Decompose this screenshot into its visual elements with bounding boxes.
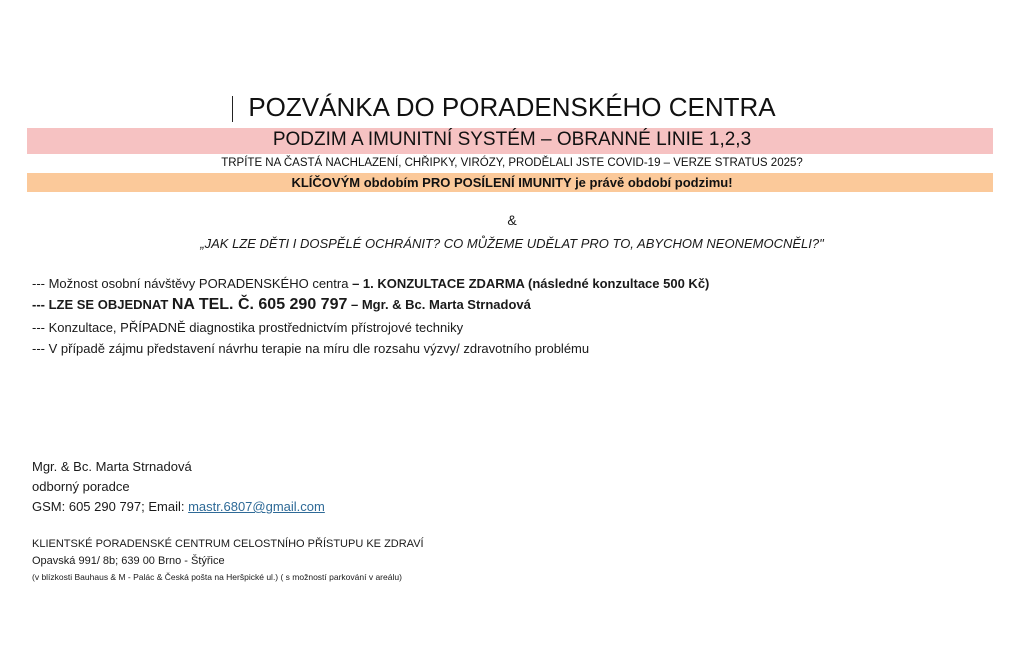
ampersand: &	[507, 212, 517, 228]
bullet-therapy: --- V případě zájmu představení návrhu terapie na míru dle rozsahu výzvy/ zdravotního problému	[32, 341, 590, 356]
bullet-consultation-free: – 1. KONZULTACE ZDARMA (následné konzultace 500 Kč)	[352, 276, 710, 291]
bullet-diagnostics: --- Konzultace, PŘÍPADNĚ diagnostika prostřednictvím přístrojové techniky	[32, 320, 464, 335]
signature-name: Mgr. & Bc. Marta Strnadová	[32, 459, 192, 474]
bullet-booking-prefix: --- LZE SE OBJEDNAT	[32, 297, 172, 312]
signature-role: odborný poradce	[32, 479, 130, 494]
bullet-booking-phone: NA TEL. Č. 605 290 797	[171, 296, 348, 313]
signature-contact-text: GSM: 605 290 797; Email:	[32, 499, 189, 514]
question-line: TRPÍTE NA ČASTÁ NACHLAZENÍ, CHŘIPKY, VIRÓZY, PRODĚLALI JSTE COVID-19 – VERZE STRATUS 2025?	[221, 157, 803, 169]
key-message: KLÍČOVÝM obdobím PRO POSÍLENÍ IMUNITY je právě období podzimu!	[291, 175, 733, 190]
bullet-consultation-text: --- Možnost osobní návštěvy PORADENSKÉHO centra	[32, 276, 353, 291]
address-street: Opavská 991/ 8b; 639 00 Brno - Štýřice	[32, 555, 225, 567]
bullet-consultation	[32, 276, 709, 291]
email-link[interactable]: mastr.6807@gmail.com	[188, 499, 325, 514]
address-center-name: KLIENTSKÉ PORADENSKÉ CENTRUM CELOSTNÍHO PŘÍSTUPU KE ZDRAVÍ	[32, 538, 424, 550]
signature-contact	[32, 499, 325, 514]
quote-line: „JAK LZE DĚTI I DOSPĚLÉ OCHRÁNIT? CO MŮŽEME UDĚLAT PRO TO, ABYCHOM NEONEMOCNĚLI?"	[200, 236, 824, 251]
address-note: (v blízkosti Bauhaus & M - Palác & Česká pošta na Heršpické ul.) ( s možností parkování v areálu)	[32, 572, 402, 582]
bullet-booking	[32, 296, 531, 314]
subtitle: PODZIM A IMUNITNÍ SYSTÉM – OBRANNÉ LINIE 1,2,3	[272, 129, 752, 150]
page-title: POZVÁNKA DO PORADENSKÉHO CENTRA	[248, 92, 776, 122]
bullet-booking-person: – Mgr. & Bc. Marta Strnadová	[347, 297, 531, 312]
